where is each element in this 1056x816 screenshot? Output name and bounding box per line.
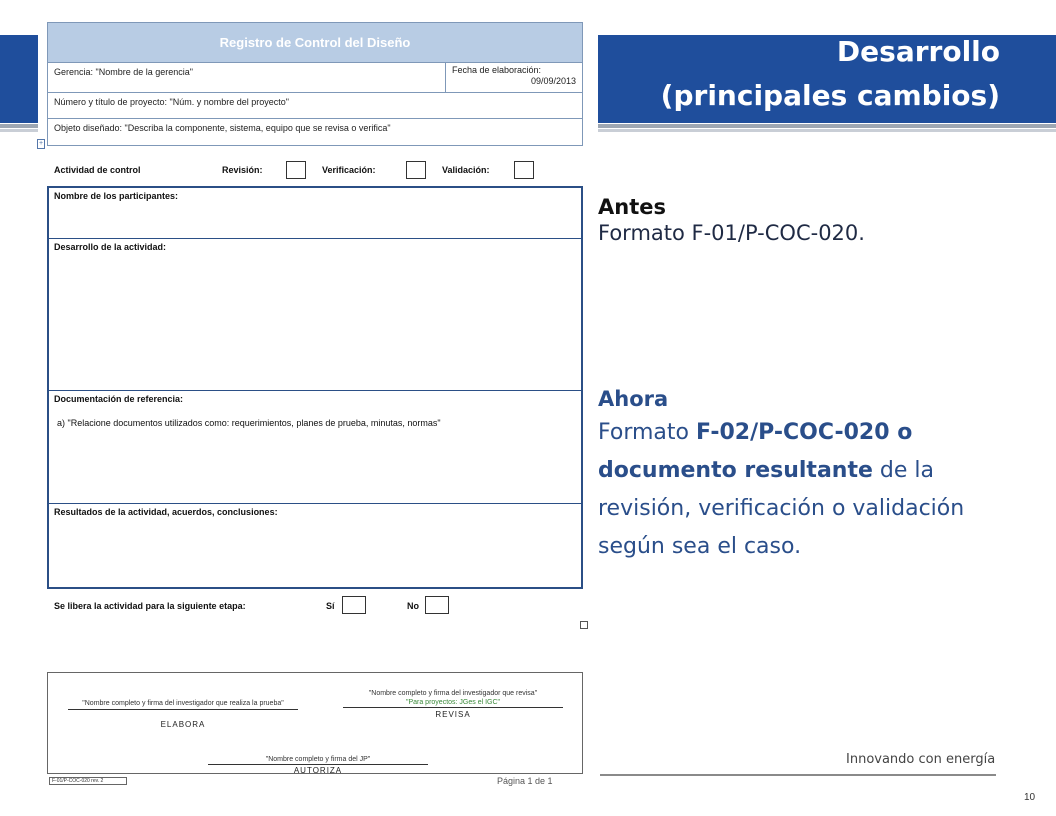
- documentacion-item: a) "Relacione documentos utilizados como: requerimientos, planes de prueba, minutas, normas": [57, 418, 441, 428]
- slide-title-line1: Desarrollo: [836, 35, 1000, 68]
- verificacion-label: Verificación:: [322, 165, 376, 175]
- ahora-heading: Ahora: [598, 387, 669, 411]
- sig-elabora: ELABORA: [160, 720, 206, 729]
- participantes-section: [49, 188, 581, 239]
- resultados-section: [49, 504, 581, 587]
- actividad-label: Actividad de control: [54, 165, 141, 175]
- sig-line-elabora: [68, 709, 298, 710]
- sig-line-autoriza: [208, 764, 428, 765]
- slide-title-line2: (principales cambios): [660, 79, 1000, 112]
- ahora-text: [598, 414, 1018, 566]
- form-title: Registro de Control del Diseño: [48, 23, 582, 63]
- si-checkbox[interactable]: [342, 596, 366, 614]
- sig-line-revisa: [343, 707, 563, 708]
- fecha-value: 09/09/2013: [530, 76, 576, 86]
- verificacion-checkbox[interactable]: [406, 161, 426, 179]
- form-code: F-01/P-COC-020 rev. 2: [49, 777, 127, 785]
- desarrollo-section: [49, 239, 581, 391]
- activity-details-box: [47, 186, 583, 589]
- si-label: Sí: [326, 601, 335, 611]
- form-header-box: [47, 22, 583, 146]
- no-checkbox[interactable]: [425, 596, 449, 614]
- anchor-icon: +: [38, 140, 44, 147]
- sig-autoriza: AUTORIZA: [293, 766, 343, 775]
- libera-label: Se libera la actividad para la siguiente etapa:: [54, 601, 246, 611]
- participantes-label: Nombre de los participantes:: [54, 191, 179, 201]
- fecha-field: [446, 63, 582, 92]
- ahora-text-prefix: Formato: [598, 420, 696, 445]
- footer-divider: [600, 774, 996, 776]
- revision-checkbox[interactable]: [286, 161, 306, 179]
- revision-label: Revisión:: [222, 165, 263, 175]
- slide-title: [580, 30, 1000, 118]
- page-number: 10: [1024, 792, 1036, 803]
- no-label: No: [407, 601, 419, 611]
- ahora-text-bold: F-02/P-COC-020 o documento resultante: [598, 420, 913, 483]
- resize-handle-icon: [580, 621, 588, 629]
- desarrollo-label: Desarrollo de la actividad:: [54, 242, 167, 252]
- footer-tagline: Innovando con energía: [846, 752, 996, 767]
- sig-revisa-note: "Para proyectos: JGes el IGC": [405, 699, 501, 706]
- fecha-label: Fecha de elaboración:: [452, 65, 542, 75]
- activity-control-row: [54, 160, 574, 180]
- objeto-field: Objeto diseñado: "Describa la componente, sistema, equipo que se revisa o verifica": [54, 123, 391, 133]
- sig-revisa-text: "Nombre completo y firma del investigador que revisa": [368, 690, 538, 697]
- documentacion-label: Documentación de referencia:: [54, 394, 184, 404]
- resultados-label: Resultados de la actividad, acuerdos, conclusiones:: [54, 507, 278, 517]
- ahora-block: [598, 384, 1018, 566]
- gerencia-field: Gerencia: "Nombre de la gerencia": [48, 63, 446, 92]
- ahora-text-suffix: de la revisión, verificación o validación según sea el caso.: [598, 458, 965, 559]
- antes-heading: Antes: [598, 195, 666, 219]
- validacion-checkbox[interactable]: [514, 161, 534, 179]
- signature-box: [47, 672, 583, 774]
- form-page-count: Página 1 de 1: [497, 776, 553, 786]
- sig-revisa: REVISA: [435, 710, 471, 719]
- antes-block: [598, 194, 1018, 246]
- release-row: [54, 596, 474, 616]
- validacion-label: Validación:: [442, 165, 490, 175]
- antes-text: Formato F-01/P-COC-020.: [598, 221, 865, 245]
- sig-jp-text: "Nombre completo y firma del JP": [265, 756, 371, 763]
- sig-investigador-text: "Nombre completo y firma del investigador que realiza la prueba": [82, 700, 284, 707]
- proyecto-field: Número y título de proyecto: "Núm. y nombre del proyecto": [48, 93, 582, 119]
- form-row-gerencia: [48, 63, 582, 93]
- documentacion-section: [49, 391, 581, 504]
